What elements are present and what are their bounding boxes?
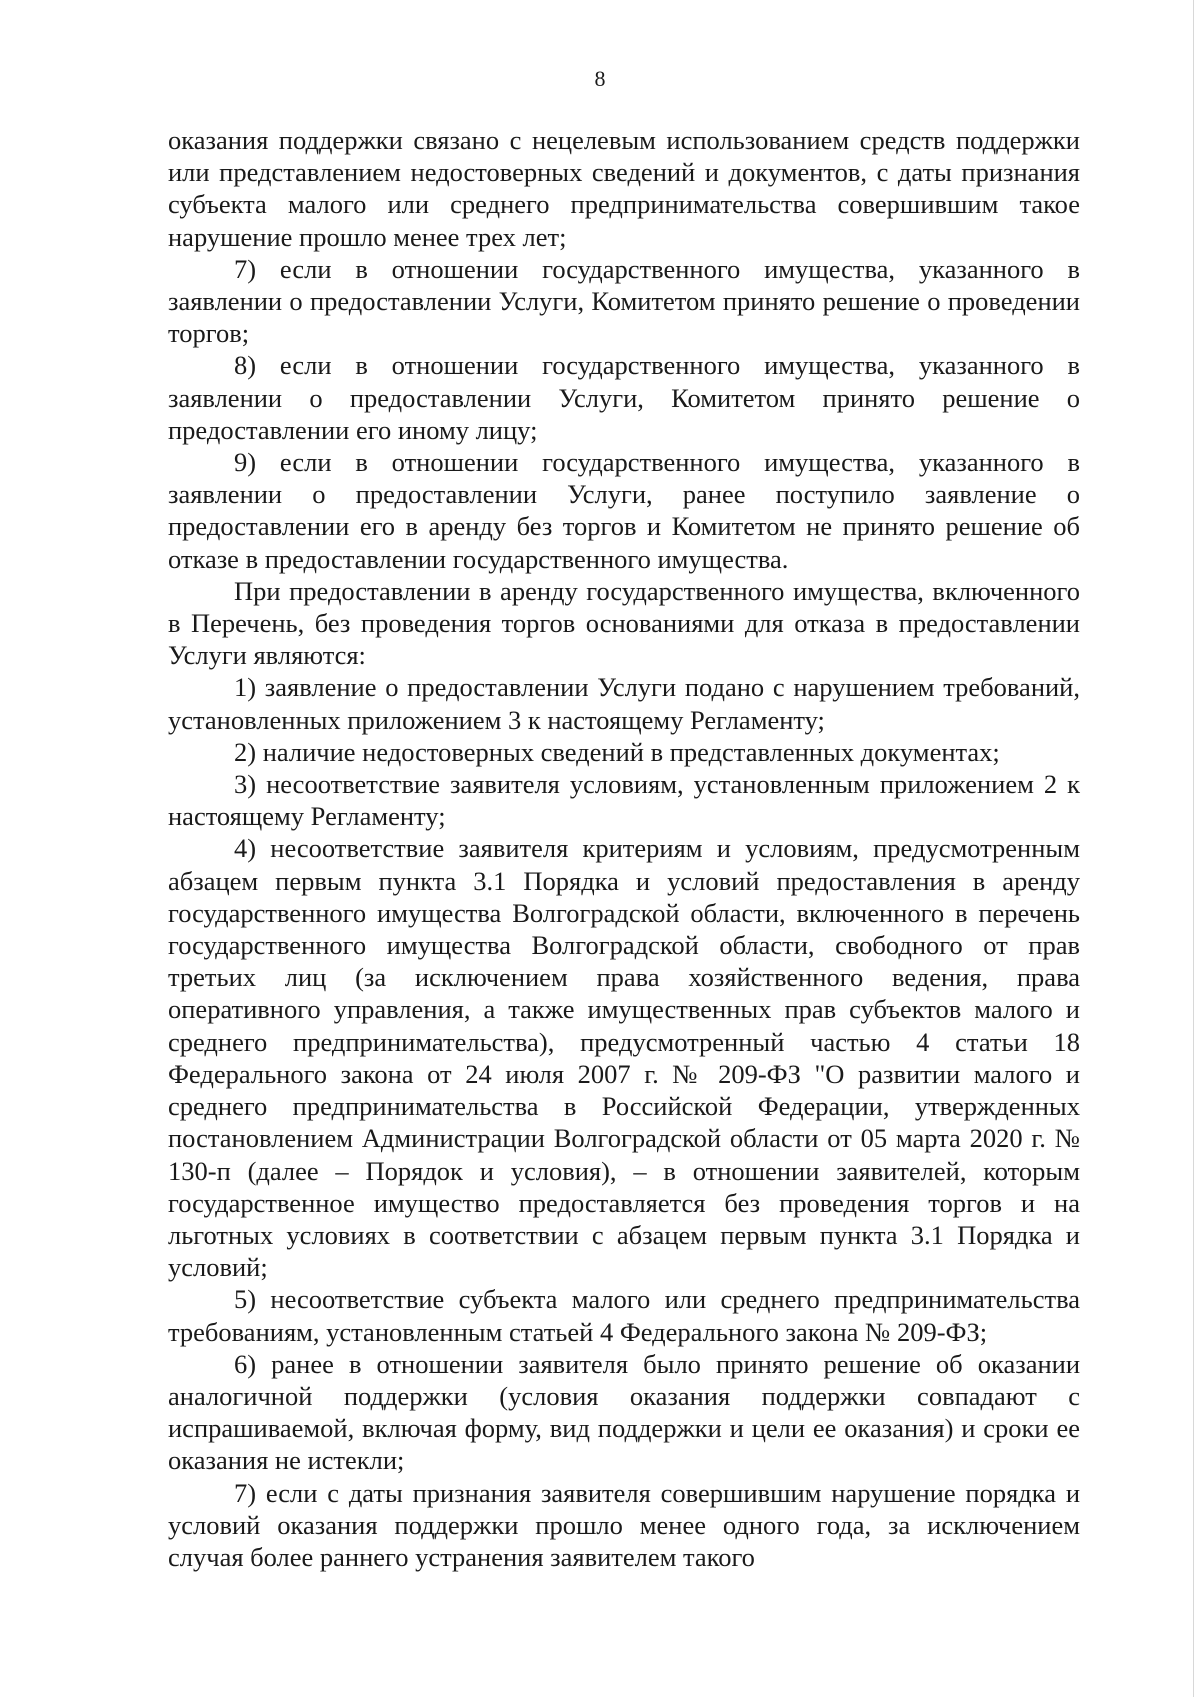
paragraph: 9) если в отношении государственного имущества, указанного в заявлении о предоставлении Услуги, ранее поступило заявление о предоставлении его в аренду без торгов и Комитетом не принято решение об отказе в предоставлении государственного имущества. bbox=[168, 447, 1080, 574]
paragraph: оказания поддержки связано с нецелевым использованием средств поддержки или представлением недостоверных сведений и документов, с даты признания субъекта малого или среднего предпринимательства совершившим такое нарушение прошло менее трех лет; bbox=[168, 125, 1080, 252]
paragraph: 7) если с даты признания заявителя совершившим нарушение порядка и условий оказания поддержки прошло менее одного года, за исключением случая более раннего устранения заявителем такого bbox=[168, 1477, 1080, 1572]
paragraph: При предоставлении в аренду государственного имущества, включенного в Перечень, без проведения торгов основаниями для отказа в предоставлении Услуги являются: bbox=[168, 575, 1080, 671]
paragraph: 2) наличие недостоверных сведений в представленных документах; bbox=[234, 736, 1000, 767]
scan-edge-line bbox=[1193, 0, 1194, 1697]
paragraph: 7) если в отношении государственного имущества, указанного в заявлении о предоставлении Услуги, Комитетом принято решение о проведении торгов; bbox=[168, 253, 1080, 349]
paragraph: 4) несоответствие заявителя критериям и условиям, предусмотренным абзацем первым пункта 3.1 Порядка и условий предоставления в аренду государственного имущества Волгоградской области, включенного в перечень государственного имущества Волгоградской области, свободного от прав третьих лиц (за исключением права хозяйственного ведения, права оперативного управления, а также имущественных прав субъектов малого и среднего предпринимательства), предусмотренный частью 4 статьи 18 Федерального закона от 24 июля 2007 г. № 209-ФЗ "О развитии малого и среднего предпринимательства в Российской Федерации, утвержденных постановлением Администрации Волгоградской области от 05 марта 2020 г. № 130-п (далее – Порядок и условия), – в отношении заявителей, которым государственное имущество предоставляется без проведения торгов и на льготных условиях в соответствии с абзацем первым пункта 3.1 Порядка и условий; bbox=[168, 833, 1080, 1283]
page-number: 8 bbox=[594, 66, 606, 91]
paragraph: 8) если в отношении государственного имущества, указанного в заявлении о предоставлении Услуги, Комитетом принято решение о предоставлении его иному лицу; bbox=[168, 350, 1080, 445]
document-body bbox=[168, 124, 1080, 1573]
paragraph: 3) несоответствие заявителя условиям, установленным приложением 2 к настоящему Регламенту; bbox=[168, 769, 1080, 832]
paragraph: 1) заявление о предоставлении Услуги подано с нарушением требований, установленных приложением 3 к настоящему Регламенту; bbox=[168, 672, 1080, 735]
paragraph: 6) ранее в отношении заявителя было принято решение об оказании аналогичной поддержки (условия оказания поддержки совпадают с испрашиваемой, включая форму, вид поддержки и цели ее оказания) и сроки ее оказания не истекли; bbox=[168, 1348, 1080, 1476]
paragraph: 5) несоответствие субъекта малого или среднего предпринимательства требованиям, установленным статьей 4 Федерального закона № 209-ФЗ; bbox=[168, 1284, 1080, 1347]
